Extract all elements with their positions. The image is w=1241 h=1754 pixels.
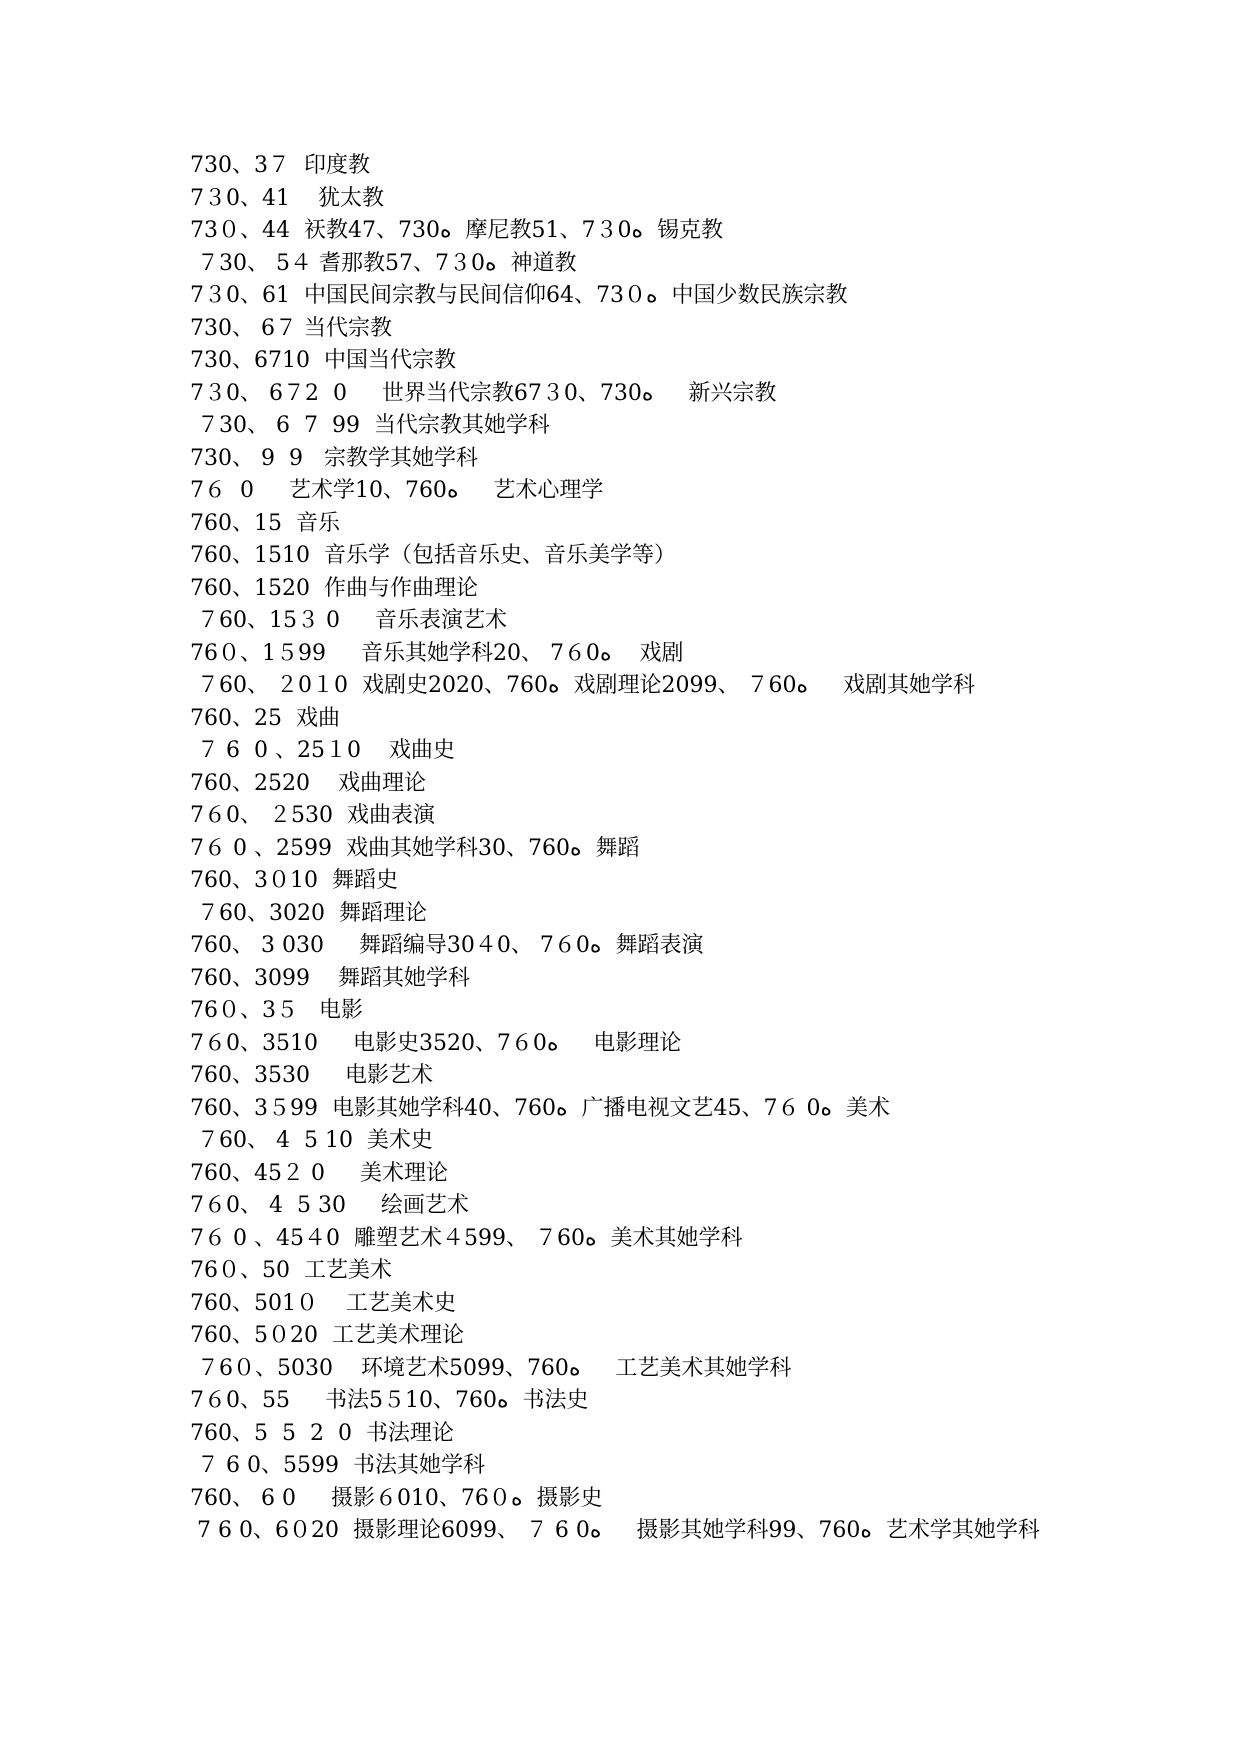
text-line: 7６0、 ２530 戏曲表演 (190, 803, 435, 828)
text-line: ７60、 4 5 10 美术史 (190, 1128, 433, 1153)
text-line: 760、3５99 电影其她学科40、760ه 广播电视文艺45、7６ 0ه 美术 (190, 1095, 890, 1121)
text-line: 7６ 0 、45４0 雕塑艺术４599、 ７60ه 美术其她学科 (190, 1225, 743, 1251)
text-line: 760、5０20 工艺美术理论 (190, 1323, 464, 1348)
text-line: 760、 6 0 摄影６010、76０ه 摄影史 (190, 1485, 603, 1511)
text-line: 760、501０ 工艺美术史 (190, 1290, 456, 1316)
text-line: 760、45２ 0 美术理论 (190, 1160, 448, 1186)
text-line: 760、15 音乐 (190, 510, 340, 536)
text-line: 760、1520 作曲与作曲理论 (190, 575, 478, 601)
text-line: 730、6710 中国当代宗教 (190, 348, 456, 373)
text-line: 76０、1５99 音乐其她学科20、 7６0ه 戏剧 (190, 640, 684, 666)
text-line: 760、5 5 2 0 书法理论 (190, 1420, 454, 1446)
text-line: 73０、44 祆教47、730ه 摩尼教51、7３0ه 锡克教 (190, 218, 724, 243)
text-line: ７30、 5４ 耆那教57、7３0ه 神道教 (190, 250, 577, 276)
document-page (190, 150, 1070, 1548)
text-line: 760、3530 电影艺术 (190, 1063, 433, 1088)
text-line: 760、2520 戏曲理论 (190, 770, 426, 796)
text-line: 76０、3５ 电影 (190, 998, 363, 1023)
text-line: 7６ 0 、2599 戏曲其她学科30、760ه 舞蹈 (190, 835, 640, 861)
text-line: ７60、 ２0１0 戏剧史2020、760ه 戏剧理论2099、 ７60ه 戏剧其她学科 (190, 673, 975, 698)
text-line: 760、 3 030 舞蹈编导30４0、 7６0ه 舞蹈表演 (190, 933, 704, 958)
text-line: ７60、15３ 0 音乐表演艺术 (190, 608, 507, 633)
text-line: 730、 6７ 当代宗教 (190, 315, 392, 341)
text-line: 760、3０10 舞蹈史 (190, 868, 398, 893)
text-line: 7 6 0、6０20 摄影理论6099、 ７ 6 0ه 摄影其她学科99、760ه 艺术学其她学科 (190, 1518, 1040, 1543)
text-line: 76０、50 工艺美术 (190, 1258, 392, 1283)
text-line: ７ 6 0、5599 书法其她学科 (190, 1453, 485, 1478)
text-line: 7６0、55 书法5５10、760ه 书法史 (190, 1388, 589, 1413)
text-line: 7３0、41 犹太教 (190, 185, 384, 211)
text-line: 760、3099 舞蹈其她学科 (190, 965, 470, 991)
text-line: 7３0、 6７2 0 世界当代宗教67３0、730ه 新兴宗教 (190, 380, 777, 406)
text-line: 7３0、61 中国民间宗教与民间信仰64、73０ه 中国少数民族宗教 (190, 283, 848, 308)
text-line: 7６0、3510 电影史3520、7６0ه 电影理论 (190, 1030, 682, 1056)
text-line: 760、25 戏曲 (190, 705, 340, 731)
text-line: 7６ 0 艺术学10、760ه 艺术心理学 (190, 478, 604, 503)
text-line: 7６0、 4 5 30 绘画艺术 (190, 1193, 469, 1218)
text-line: ７60、3020 舞蹈理论 (190, 900, 427, 926)
text-line: ７6０、5030 环境艺术5099、760ه 工艺美术其她学科 (190, 1355, 792, 1381)
text-line: ７ 6 0 、25１0 戏曲史 (190, 738, 455, 763)
text-line: 730、 9 9 宗教学其她学科 (190, 445, 478, 471)
text-line: 730、3７ 印度教 (190, 153, 370, 178)
text-line: 760、1510 音乐学（包括音乐史、音乐美学等） (190, 543, 676, 568)
text-line: ７30、 6 7 99 当代宗教其她学科 (190, 413, 550, 438)
